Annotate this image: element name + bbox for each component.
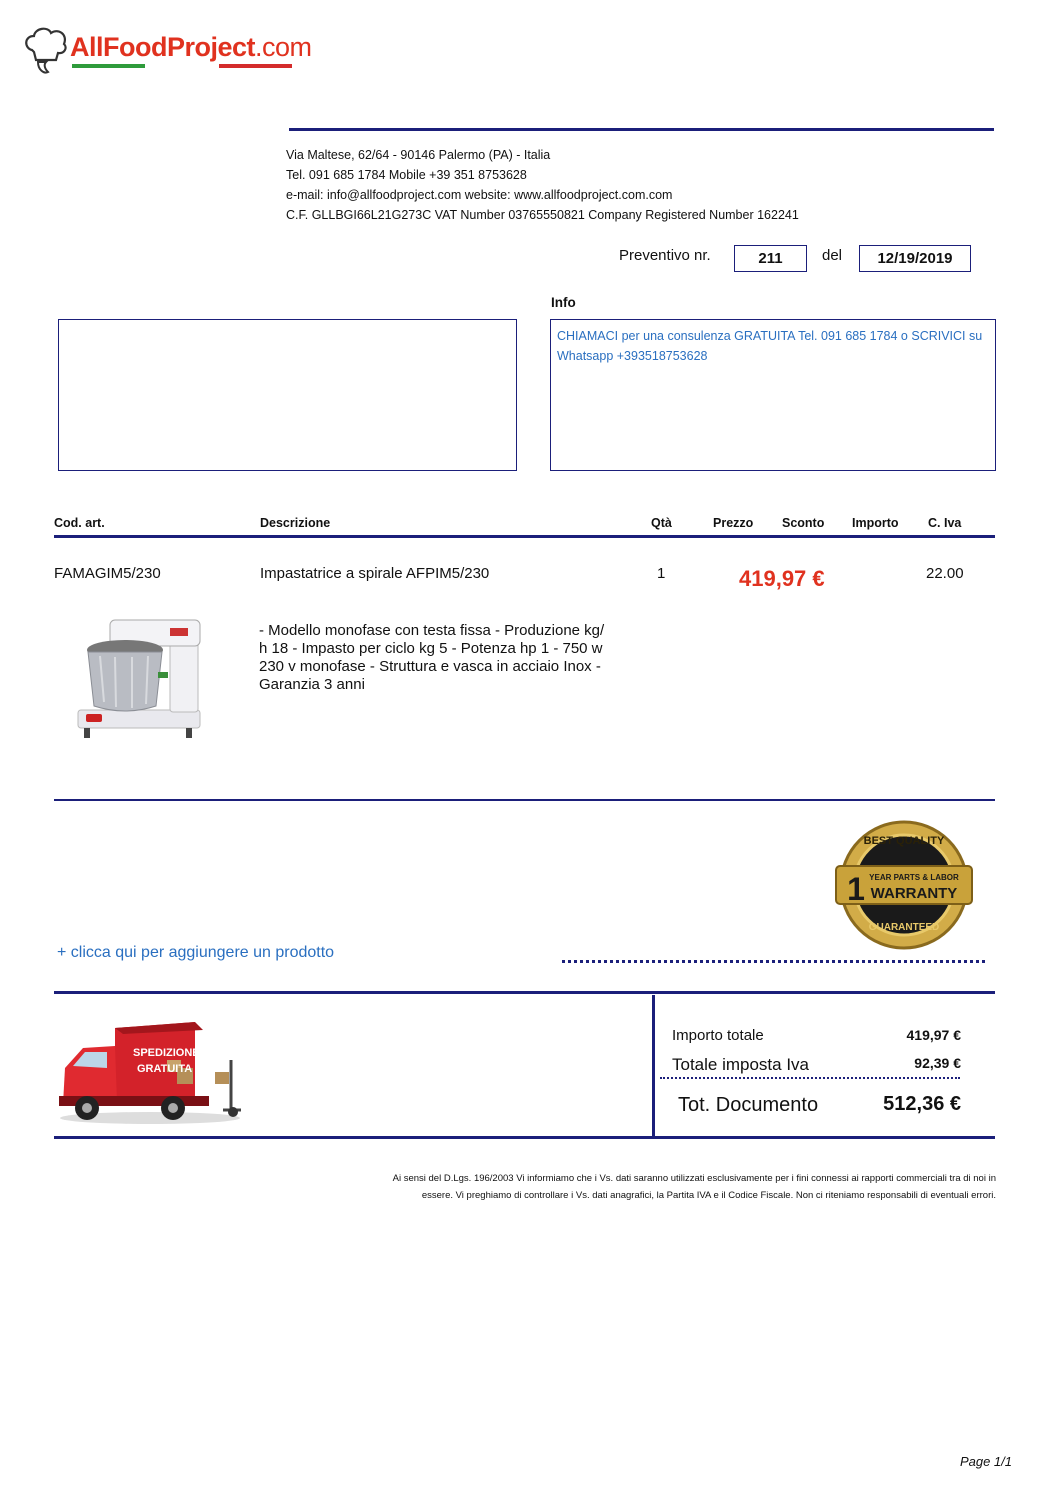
logo-flag-stripe <box>72 64 292 68</box>
warranty-badge-icon <box>834 820 974 950</box>
row-code: FAMAGIM5/230 <box>54 565 161 582</box>
disclaimer-line-1: Ai sensi del D.Lgs. 196/2003 Vi informiamo che i Vs. dati saranno utilizzati esclusivamente per i fini connessi ai rapporti commerciali tra di noi in <box>392 1173 996 1184</box>
row-name: Impastatrice a spirale AFPIM5/230 <box>260 565 490 582</box>
row-details: - Modello monofase con testa fissa - Produzione kg/ h 18 - Impasto per ciclo kg 5 - Potenza hp 1 - 750 w 230 v monofase - Struttura e vasca in acciaio Inox - Garanzia 3 anni <box>259 622 605 693</box>
table-bottom-rule <box>54 799 995 801</box>
company-phone: Tel. 091 685 1784 Mobile +39 351 8753628 <box>286 168 527 182</box>
quote-date-field[interactable]: 12/19/2019 <box>859 245 971 272</box>
add-product-link[interactable]: + clicca qui per aggiungere un prodotto <box>57 944 335 961</box>
info-text: CHIAMACI per una consulenza GRATUITA Tel. 091 685 1784 o SCRIVICI su Whatsapp +393518753628 <box>557 329 983 363</box>
company-email: e-mail: info@allfoodproject.com website: www.allfoodproject.com.com <box>286 188 673 202</box>
totals-dotted-rule <box>660 1077 960 1079</box>
company-address: Via Maltese, 62/64 - 90146 Palermo (PA) - Italia <box>286 148 551 162</box>
col-discount: Sconto <box>782 516 825 530</box>
company-info <box>286 145 966 225</box>
quote-label: Preventivo nr. <box>619 247 711 264</box>
iva-label: Totale imposta Iva <box>672 1055 810 1074</box>
badge-bottom-text: GUARANTEED <box>868 922 940 933</box>
customer-box[interactable] <box>58 319 517 471</box>
col-code: Cod. art. <box>54 516 105 530</box>
disclaimer-line-2: essere. Vi preghiamo di controllare i Vs. dati anagrafici, la Partita IVA e il Codice Fiscale. Non ci riteniamo responsabili di eventuali errori. <box>421 1190 996 1201</box>
delivery-truck-icon <box>55 1020 250 1125</box>
col-price: Prezzo <box>713 516 754 530</box>
header-rule <box>289 128 994 131</box>
quote-del-label: del <box>822 247 843 264</box>
col-desc: Descrizione <box>260 516 331 530</box>
totals-top-rule <box>54 991 995 994</box>
row-vat: 22.00 <box>926 565 964 582</box>
logo-main: AllFoodProject <box>70 32 256 62</box>
badge-top-text: BEST QUALITY <box>863 835 945 847</box>
doc-value: 512,36 € <box>883 1093 961 1115</box>
logo <box>22 22 312 82</box>
importo-value: 419,97 € <box>906 1027 961 1043</box>
disclaimer <box>180 1170 996 1204</box>
company-tax: C.F. GLLBGI66L21G273C VAT Number 03765550821 Company Registered Number 162241 <box>286 208 799 222</box>
importo-label: Importo totale <box>672 1027 764 1044</box>
col-vat: C. Iva <box>928 516 962 530</box>
totals-bottom-rule <box>54 1136 995 1139</box>
product-image <box>70 612 220 747</box>
badge-line2: WARRANTY <box>870 885 958 902</box>
col-amount: Importo <box>852 516 899 530</box>
quote-number-field[interactable]: 211 <box>734 245 807 272</box>
table-header-rule <box>54 535 995 538</box>
badge-line1: YEAR PARTS & LABOR <box>869 873 959 882</box>
iva-value: 92,39 € <box>914 1055 961 1071</box>
info-label: Info <box>551 295 576 310</box>
totals-divider <box>652 995 655 1137</box>
doc-label: Tot. Documento <box>678 1094 819 1116</box>
page-number: Page 1/1 <box>959 1454 1012 1469</box>
row-qty: 1 <box>657 565 666 582</box>
row-price: 419,97 € <box>739 566 825 591</box>
truck-label-1: SPEDIZIONE <box>133 1047 200 1059</box>
col-qty: Qtà <box>651 516 672 530</box>
truck-label-2: GRATUITA <box>137 1063 193 1075</box>
info-box[interactable] <box>550 319 996 471</box>
chef-hat-icon <box>22 24 70 76</box>
dotted-rule <box>562 960 985 963</box>
logo-tld: .com <box>255 32 312 62</box>
badge-digit: 1 <box>847 871 865 907</box>
